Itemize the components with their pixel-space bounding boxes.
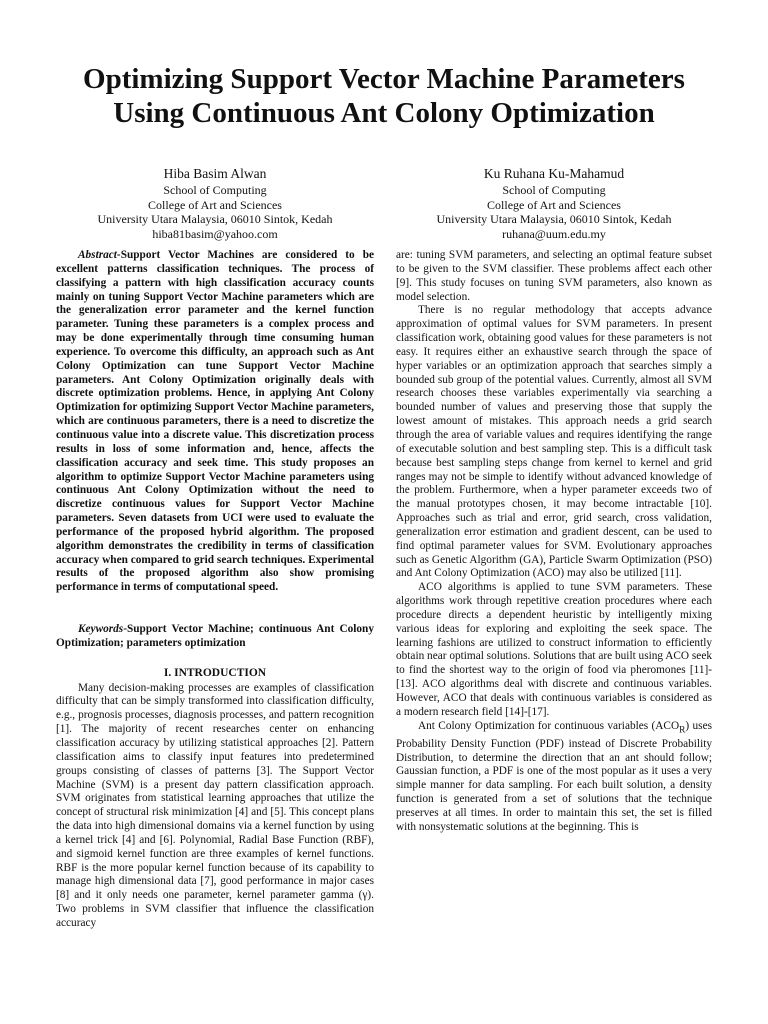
right-column (396, 249, 712, 835)
subscript-r: R (679, 724, 686, 735)
title-line-1: Optimizing Support Vector Machine Parameters (83, 63, 685, 95)
author-university: University Utara Malaysia, 06010 Sintok, Kedah (97, 212, 333, 226)
paper-title (40, 62, 728, 130)
keywords (56, 623, 374, 651)
keywords-text: -Support Vector Machine; continuous Ant Colony Optimization; parameters optimization (56, 623, 374, 649)
author-college: College of Art and Sciences (487, 197, 621, 212)
author-school: School of Computing (502, 183, 606, 197)
body-paragraph-4 (396, 720, 712, 835)
abstract-label: Abstract- (78, 249, 121, 261)
intro-paragraph: Many decision-making processes are examples of classification difficulty that can be simply transformed into classification difficulty, e.g., prognosis processes, diagnosis processes, and pattern recognition [1]. The majority of recent researches center on enhancing classification accuracy by utilizing statistical approaches [2]. Pattern classification aims to classify input features into predetermined groups consisting of classes of patterns [3]. The Support Vector Machine (SVM) is a present day pattern classification approach. SVM originates from statistical learning approaches that utilize the concept of structural risk minimization [4] and [5]. This concept plans the data into high dimensional domains via a kernel function by using a kernel trick [4] and [6]. Polynomial, Radial Base Function (RBF), and sigmoid kernel function are three examples of kernel functions. RBF is the more popular kernel function because of its capability to manage high dimensional data [7], good performance in major cases [8] and it only needs one parameter, kernel parameter gamma (γ). Two problems in SVM classifier that influence the classification accuracy (56, 681, 374, 929)
body-paragraph-3: ACO algorithms is applied to tune SVM parameters. These algorithms work through repetitive creation procedures where each procedure directs a dependent heuristic by intelligently mixing various ideas for exploring and exploiting the seek space. The learning fashions are utilized to construct information to efficiently obtain near optimal solutions. Solutions that are built using ACO seek to find the shortest way to the origin of food via pheromones [11]-[13]. ACO algorithms deal with discrete and continuous variables. However, ACO that deals with continuous variables is considered as a modern research field [14]-[17]. (396, 581, 712, 718)
author-name: Ku Ruhana Ku-Mahamud (483, 166, 625, 181)
author-name: Hiba Basim Alwan (163, 166, 267, 181)
author-college: College of Art and Sciences (148, 197, 282, 212)
author-university: University Utara Malaysia, 06010 Sintok, Kedah (436, 212, 672, 226)
author-block-1 (56, 166, 374, 241)
title-line-2: Using Continuous Ant Colony Optimization (113, 97, 655, 129)
author-email: hiba81basim@yahoo.com (152, 226, 278, 241)
author-school: School of Computing (163, 183, 267, 197)
author-block-2 (396, 166, 712, 241)
abstract-text: Support Vector Machines are considered to be excellent patterns classification techniques. The process of classifying a pattern with high classification accuracy counts mainly on tuning Support Vector Machine parameters which are the generalization error parameter and the kernel function parameter. Tuning these parameters is a complex process and may be done experimentally through time consuming human experience. To overcome this difficulty, an approach such as Ant Colony Optimization can tune Support Vector Machine parameters. Ant Colony Optimization originally deals with discrete optimization problems. Hence, in applying Ant Colony Optimization for optimizing Support Vector Machine parameters, which are continuous parameters, there is a need to discretize the continuous value into a discrete value. This discretization process results in loss of some information and, hence, affects the classification accuracy and seek time. This study proposes an algorithm to optimize Support Vector Machine parameters using continuous Ant Colony Optimization without the need to discretize continuous values for Support Vector Machine parameters. Seven datasets from UCI were used to evaluate the performance of the proposed hybrid algorithm. The proposed algorithm demonstrates the credibility in terms of classification accuracy when compared to grid search techniques. Experimental results of the proposed algorithm also show promising performance in terms of computational speed. (56, 249, 374, 594)
author-email: ruhana@uum.edu.my (502, 226, 606, 241)
abstract (56, 249, 374, 595)
body-paragraph-1: are: tuning SVM parameters, and selecting an optimal feature subset to be given to the SVM classifier. These problems affect each other [9]. This study focuses on tuning SVM parameters, also known as model selection. (396, 249, 712, 303)
paragraph-4-rest: ) uses Probability Density Function (PDF) instead of Discrete Probability Distribution, to determine the direction that an ant should follow; Gaussian function, a PDF is one of the most popular as it uses a very simple manner for data sampling. For each built solution, a density function is generated from a set of solutions that the technique preserves at all times. In order to maintain this set, the set is filled with nonsystematic solutions at the beginning. This is (396, 719, 712, 833)
keywords-label: Keywords (78, 623, 124, 636)
paragraph-4-start: Ant Colony Optimization for continuous variables (ACO (418, 719, 680, 732)
left-column (56, 249, 374, 931)
body-paragraph-2: There is no regular methodology that accepts advance approximation of optimal values for SVM parameters. In present classification work, obtaining good values for these parameters is not easy. It requires either an exhaustive search through the space of hyper variables or an optimization approach that searches simply a bounded sub group of the potential values. Currently, almost all SVM research chooses these variables experimentally via searching a bounded number of values and preserving those that supply the lowest amount of mistakes. This approach needs a grid search through the area of variable values and requires identifying the range of executable solution and best sampling step. This is a difficult task because best sampling steps change from kernel to kernel and grid ranges may not be simple to identify without advanced knowledge of the problem. Furthermore, when a hyper parameter exceeds two of the manual prototypes chosen, it may become intractable [10]. Approaches such as trial and error, grid search, cross validation, generalization error estimation and gradient descent, can be used to find optimal parameter values for SVM. Evolutionary approaches such as Genetic Algorithm (GA), Particle Swarm Optimization (PSO) and Ant Colony Optimization (ACO) may also be utilized [11]. (396, 304, 712, 580)
section-heading: I. INTRODUCTION (163, 666, 267, 679)
